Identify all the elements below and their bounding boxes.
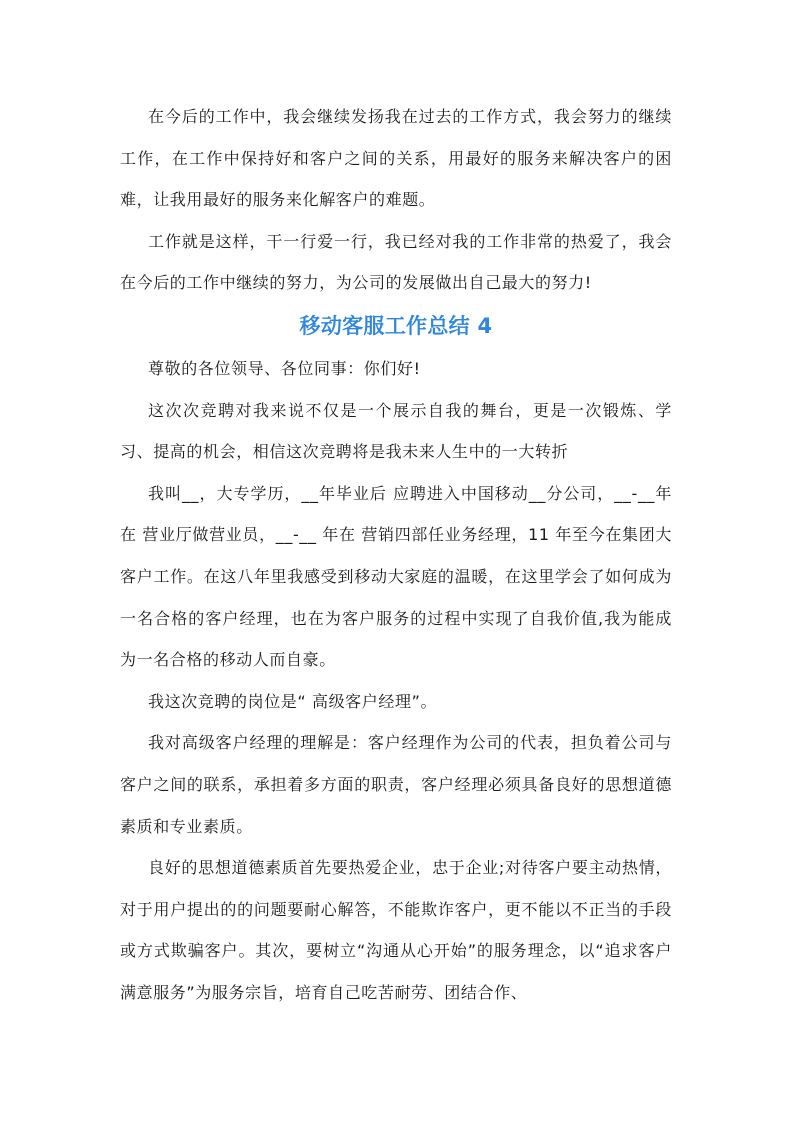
paragraph-self-intro: 我叫__，大专学历，__年毕业后 应聘进入中国移动__分公司，__-__年在 营业厅做营业员，__-__ 年在 营销四部任业务经理，11 年至今在集团大客户工作。在这八年里我感受到移动大家庭的温暖，在这里学会了如何成为一名合格的客户经理，也在为客户服务的过程中实现了自我价值,我为能成为一名合格的移动人而自豪。 — [120, 483, 672, 670]
paragraph-future-work: 在今后的工作中，我会继续发扬我在过去的工作方式，我会努力的继续工作，在工作中保持好和客户之间的关系，用最好的服务来解决客户的困难，让我用最好的服务来化解客户的难题。 — [120, 107, 672, 210]
paragraph-love-work: 工作就是这样，干一行爱一行，我已经对我的工作非常的热爱了，我会在今后的工作中继续的努力，为公司的发展做出自己最大的努力! — [120, 231, 672, 293]
paragraph-competition: 这次次竞聘对我来说不仅是一个展示自我的舞台，更是一次锻炼、学习、提高的机会，相信这次竞聘将是我未来人生中的一大转折 — [120, 400, 672, 462]
paragraph-moral-quality: 良好的思想道德素质首先要热爱企业，忠于企业;对待客户要主动热情，对于用户提出的的问题要耐心解答，不能欺诈客户，更不能以不正当的手段或方式欺骗客户。其次，要树立“沟通从心开始”的服务理念，以“追求客户满意服务”为服务宗旨，培育自己吃苦耐劳、团结合作、 — [120, 858, 672, 1002]
paragraph-greeting: 尊敬的各位领导、各位同事：你们好! — [148, 358, 421, 378]
document-page — [120, 96, 672, 1013]
paragraph-position: 我这次竞聘的岗位是“ 高级客户经理”。 — [148, 691, 438, 711]
section-heading: 移动客服工作总结 4 — [299, 313, 493, 338]
paragraph-understanding: 我对高级客户经理的理解是：客户经理作为公司的代表，担负着公司与客户之间的联系，承担着多方面的职责，客户经理必须具备良好的思想道德素质和专业素质。 — [120, 733, 672, 836]
